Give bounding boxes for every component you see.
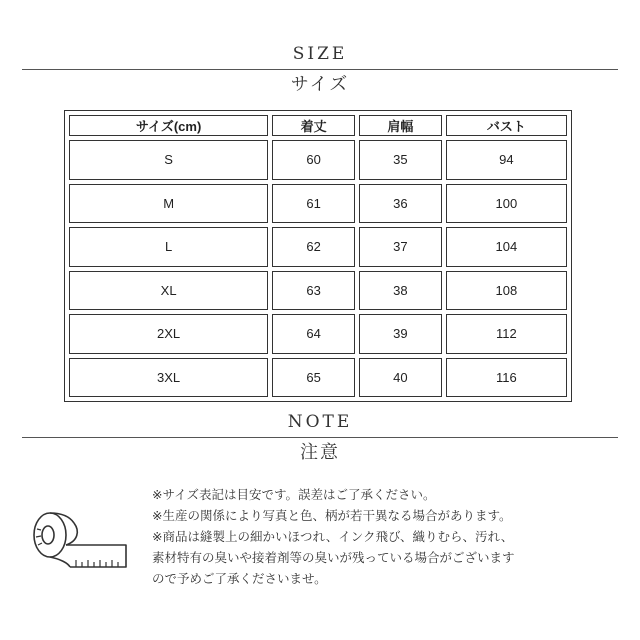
- size-table: [64, 110, 572, 402]
- cell-bust: 116: [446, 358, 567, 398]
- cell-bust: 108: [446, 271, 567, 311]
- note-title-en: NOTE: [287, 412, 353, 432]
- cell-length: 64: [272, 314, 355, 354]
- cell-bust: 112: [446, 314, 567, 354]
- cell-size: S: [69, 140, 268, 180]
- cell-length: 63: [272, 271, 355, 311]
- note-line: ので予めご了承くださいませ。: [152, 571, 327, 586]
- cell-size: XL: [69, 271, 268, 311]
- cell-shoulder: 38: [359, 271, 442, 311]
- notes-block: [152, 484, 622, 589]
- cell-shoulder: 39: [359, 314, 442, 354]
- note-line: ※生産の関係により写真と色、柄が若干異なる場合があります。: [152, 508, 512, 523]
- note-title-ja: 注意: [300, 442, 340, 463]
- table-row: [69, 358, 567, 398]
- cell-size: M: [69, 184, 268, 224]
- note-line: ※サイズ表記は目安です。誤差はご了承ください。: [152, 487, 436, 502]
- cell-length: 62: [272, 227, 355, 267]
- cell-shoulder: 37: [359, 227, 442, 267]
- cell-length: 61: [272, 184, 355, 224]
- cell-bust: 100: [446, 184, 567, 224]
- header-shoulder: 肩幅: [359, 115, 442, 136]
- table-row: [69, 227, 567, 267]
- header-size: サイズ(cm): [69, 115, 268, 136]
- table-row: [69, 140, 567, 180]
- table-row: [69, 184, 567, 224]
- cell-bust: 94: [446, 140, 567, 180]
- note-line: 素材特有の臭いや接着剤等の臭いが残っている場合がございます: [152, 550, 515, 565]
- cell-size: 2XL: [69, 314, 268, 354]
- cell-length: 65: [272, 358, 355, 398]
- header-length: 着丈: [272, 115, 355, 136]
- cell-shoulder: 35: [359, 140, 442, 180]
- cell-size: 3XL: [69, 358, 268, 398]
- cell-shoulder: 40: [359, 358, 442, 398]
- cell-bust: 104: [446, 227, 567, 267]
- measuring-tape-icon: [22, 505, 134, 581]
- header-bust: バスト: [446, 115, 567, 136]
- note-line: ※商品は縫製上の細かいほつれ、インク飛び、織りむら、汚れ、: [152, 529, 514, 544]
- size-title-ja: サイズ: [290, 74, 350, 95]
- cell-length: 60: [272, 140, 355, 180]
- size-title-en: SIZE: [292, 44, 348, 64]
- table-header-row: [69, 115, 567, 136]
- table-row: [69, 314, 567, 354]
- cell-size: L: [69, 227, 268, 267]
- table-row: [69, 271, 567, 311]
- cell-shoulder: 36: [359, 184, 442, 224]
